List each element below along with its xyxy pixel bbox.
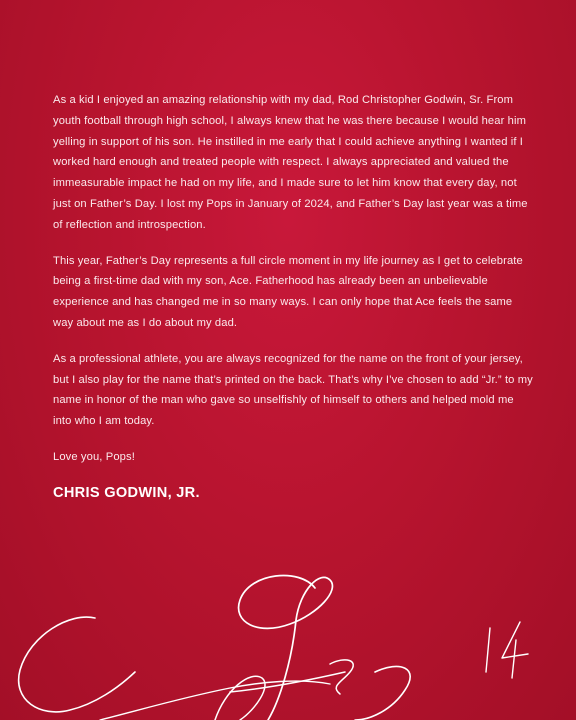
letter-paragraph-3: As a professional athlete, you are always recognized for the name on the front of your jersey, but I also play for the name that’s printed on the back. That’s why I’ve chosen to add “Jr.” to my name in honor of the man who gave so unselfishly of himself to others and helped mold me into who I am today. (53, 352, 533, 428)
letter-paragraph-2: This year, Father’s Day represents a full circle moment in my life journey as I get to celebrate being a first-time dad with my son, Ace. Fatherhood has already been an unbelievable experience and has changed me in so many ways. I can only hope that Ace feels the same way about me as I do about my dad. (53, 254, 523, 329)
handwritten-signature (0, 560, 576, 720)
closing-line: Love you, Pops! (53, 450, 135, 463)
signature-name: CHRIS GODWIN, JR. (53, 484, 200, 501)
letter-paragraph-1: As a kid I enjoyed an amazing relationship with my dad, Rod Christopher Godwin, Sr. From youth football through high school, I always knew that he was there because I would hear him yelling in support of his son. He instilled in me early that I could achieve anything I wanted if I worked hard enough and treated people with respect. I always appreciated and valued the immeasurable impact he had on my life, and I made sure to let him know that every day, not just on Father’s Day. I lost my Pops in January of 2024, and Father’s Day last year was a time of reflection and introspection. (53, 94, 528, 231)
letter-body (53, 90, 533, 519)
